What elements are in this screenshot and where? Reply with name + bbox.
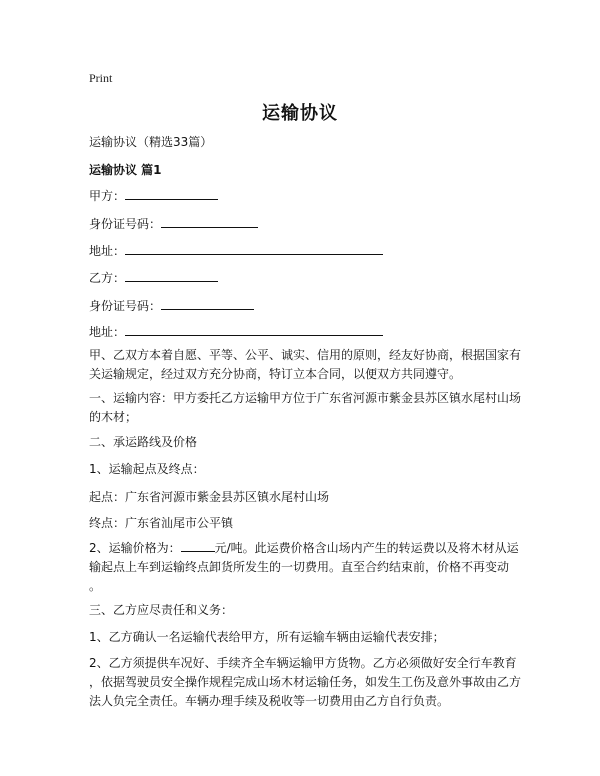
document-subtitle: 运输协议（精选33篇） xyxy=(89,135,213,149)
address-a-field xyxy=(89,242,383,259)
intro-paragraph xyxy=(89,346,522,384)
price-line-2: 输起点上车到运输终点卸货所发生的一切费用。直至合约结束前，价格不再变动 xyxy=(89,560,510,574)
document-title: 运输协议 xyxy=(262,103,338,124)
clause-2-title: 二、承运路线及价格 xyxy=(89,435,198,449)
clause-2-1: 1、运输起点及终点： xyxy=(89,462,205,476)
id-a-field xyxy=(89,215,258,232)
party-b-field xyxy=(89,269,218,286)
clause-1-line: 一、运输内容：甲方委托乙方运输甲方位于广东省河源市紫金县苏区镇水尾村山场 xyxy=(89,391,522,405)
clause-3-2-paragraph xyxy=(89,654,522,711)
address-b-blank xyxy=(125,323,383,336)
clause-3-2-line: ，依据驾驶员安全操作规程完成山场木材运输任务，如发生工伤及意外事故由乙方 xyxy=(89,675,522,689)
price-blank xyxy=(181,539,215,552)
id-b-field xyxy=(89,297,254,314)
intro-line: 甲、乙双方本着自愿、平等、公平、诚实、信用的原则，经友好协商，根据国家有 xyxy=(89,348,522,362)
party-a-field xyxy=(89,187,218,204)
address-a-blank xyxy=(125,242,383,255)
print-link[interactable]: Print xyxy=(89,71,113,85)
address-b-label: 地址： xyxy=(89,325,126,339)
party-a-blank xyxy=(125,187,218,200)
clause-1-paragraph xyxy=(89,389,522,427)
party-b-label: 乙方： xyxy=(89,271,126,285)
clause-3-2-line: 法人负完全责任。车辆办理手续及税收等一切费用由乙方自行负责。 xyxy=(89,694,450,708)
id-a-blank xyxy=(161,215,258,228)
address-a-label: 地址： xyxy=(89,244,126,258)
end-point: 终点：广东省汕尾市公平镇 xyxy=(89,516,234,530)
start-point: 起点：广东省河源市紫金县苏区镇水尾村山场 xyxy=(89,490,330,504)
id-a-label: 身份证号码： xyxy=(89,217,162,231)
id-b-blank xyxy=(161,297,254,310)
clause-3-1: 1、乙方确认一名运输代表给甲方，所有运输车辆由运输代表安排； xyxy=(89,630,445,644)
clause-3-title: 三、乙方应尽责任和义务： xyxy=(89,603,234,617)
clause-1-line: 的木材； xyxy=(89,410,138,424)
price-suffix: 元/吨。此运费价格含山场内产生的转运费以及将木材从运 xyxy=(214,541,519,555)
address-b-field xyxy=(89,323,383,340)
price-line xyxy=(89,539,519,558)
party-a-label: 甲方： xyxy=(89,189,126,203)
intro-line: 关运输规定，经过双方充分协商，特订立本合同，以便双方共同遵守。 xyxy=(89,367,462,381)
party-b-blank xyxy=(125,269,218,282)
price-line-3: 。 xyxy=(89,579,102,593)
clause-3-2-line: 2、乙方须提供车况好、手续齐全车辆运输甲方货物。乙方必须做好安全行车教育 xyxy=(89,656,517,670)
price-prefix: 2、运输价格为： xyxy=(89,541,181,555)
id-b-label: 身份证号码： xyxy=(89,299,162,313)
price-paragraph xyxy=(89,539,519,596)
section-title: 运输协议 篇1 xyxy=(89,163,162,177)
